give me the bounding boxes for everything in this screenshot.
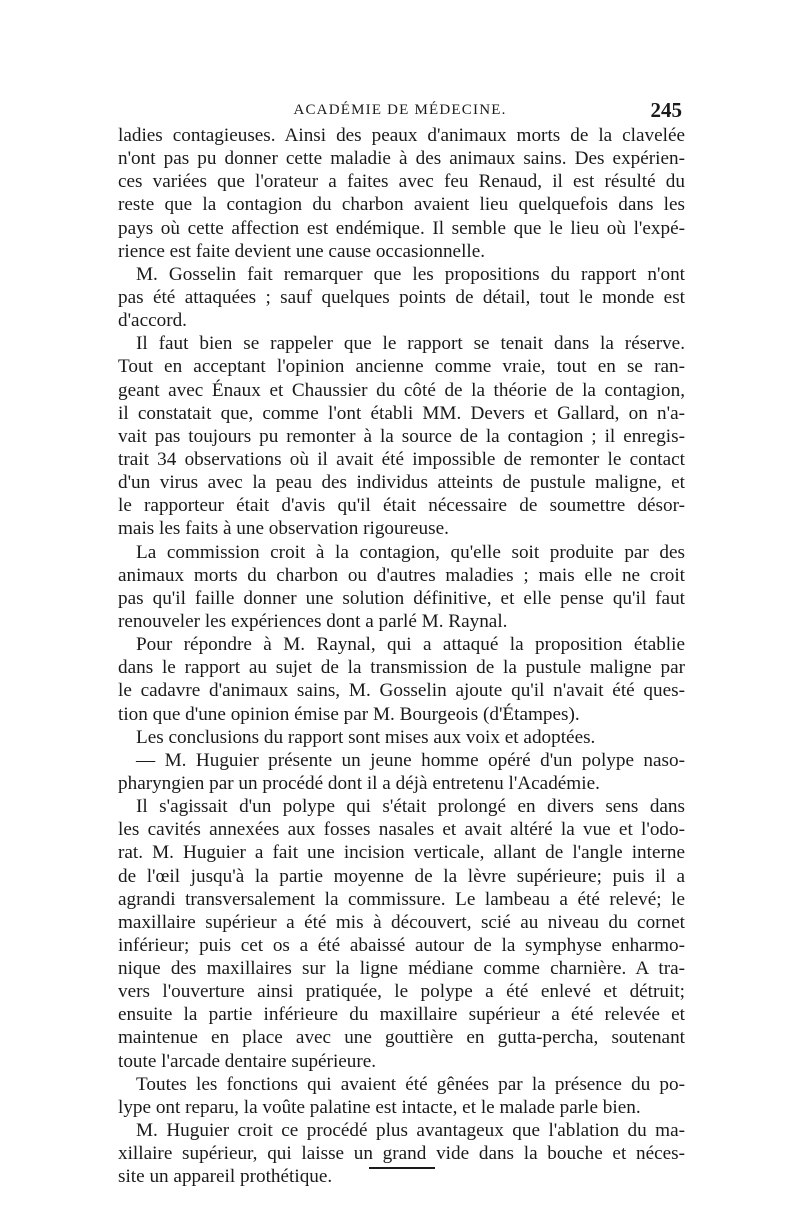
text-line: xillaire supérieur, qui laisse un grand vide dans la bouche et néces- bbox=[118, 1143, 685, 1165]
text-line: ladies contagieuses. Ainsi des peaux d'animaux morts de la clavelée bbox=[118, 125, 685, 146]
text-line: La commission croit à la contagion, qu'elle soit produite par des bbox=[136, 541, 685, 563]
text-line: les cavités annexées aux fosses nasales et avait altéré la vue et l'odo- bbox=[118, 819, 685, 841]
text-line: Toutes les fonctions qui avaient été gênées par la présence du po- bbox=[136, 1073, 685, 1095]
body-text bbox=[118, 124, 685, 1188]
text-line: trait 34 observations où il avait été impossible de remonter le contact bbox=[118, 448, 685, 470]
text-line: geant avec Énaux et Chaussier du côté de la théorie de la contagion, bbox=[118, 379, 685, 401]
text-line: pays où cette affection est endémique. Il semble que le lieu où l'expé- bbox=[118, 217, 685, 239]
text-line: pas été attaquées ; sauf quelques points de détail, tout le monde est bbox=[118, 286, 685, 308]
text-line: — M. Huguier présente un jeune homme opéré d'un polype naso- bbox=[136, 749, 685, 771]
text-line: M. Gosselin fait remarquer que les propositions du rapport n'ont bbox=[136, 263, 685, 285]
text-line: d'un virus avec la peau des individus atteints de pustule maligne, et bbox=[118, 472, 685, 494]
text-line: le rapporteur était d'avis qu'il était nécessaire de soumettre désor- bbox=[118, 495, 685, 517]
text-line: agrandi transversalement la commissure. Le lambeau a été relevé; le bbox=[118, 888, 685, 910]
text-line: inférieur; puis cet os a été abaissé autour de la symphyse enharmo- bbox=[118, 934, 685, 956]
end-rule bbox=[369, 1167, 435, 1169]
text-line: maintenue en place avec une gouttière en gutta-percha, soutenant bbox=[118, 1027, 685, 1049]
text-line: renouveler les expériences dont a parlé M. Raynal. bbox=[118, 610, 508, 632]
text-line: de l'œil jusqu'à la partie moyenne de la lèvre supérieure; puis il a bbox=[118, 865, 685, 887]
text-line: pas qu'il faille donner une solution définitive, et elle pense qu'il faut bbox=[118, 587, 685, 609]
running-title: ACADÉMIE DE MÉDECINE. bbox=[293, 102, 507, 118]
text-line: le cadavre d'animaux sains, M. Gosselin ajoute qu'il n'avait été ques- bbox=[118, 680, 685, 702]
text-line: site un appareil prothétique. bbox=[118, 1166, 333, 1188]
text-line: vait pas toujours pu remonter à la source de la contagion ; il enregis- bbox=[118, 425, 685, 447]
text-line: Il faut bien se rappeler que le rapport se tenait dans la réserve. bbox=[136, 333, 685, 355]
text-line: maxillaire supérieur a été mis à découvert, scié au niveau du cornet bbox=[118, 911, 685, 933]
text-line: ces variées que l'orateur a faites avec feu Renaud, il est résulté du bbox=[118, 171, 685, 193]
text-line: reste que la contagion du charbon avaient lieu quelquefois dans les bbox=[118, 194, 685, 216]
text-line: rience est faite devient une cause occasionnelle. bbox=[118, 240, 486, 262]
text-line: pharyngien par un procédé dont il a déjà entretenu l'Académie. bbox=[118, 772, 600, 794]
text-line: tion que d'une opinion émise par M. Bourgeois (d'Étampes). bbox=[118, 703, 580, 725]
text-line: Tout en acceptant l'opinion ancienne comme vraie, tout en se ran- bbox=[118, 356, 685, 378]
text-line: Pour répondre à M. Raynal, qui a attaqué la proposition établie bbox=[136, 634, 685, 656]
text-line: mais les faits à une observation rigoureuse. bbox=[118, 518, 449, 540]
text-line: il constatait que, comme l'ont établi MM. Devers et Gallard, on n'a- bbox=[118, 402, 685, 424]
text-line: lype ont reparu, la voûte palatine est intacte, et le malade parle bien. bbox=[118, 1096, 641, 1118]
text-line: M. Huguier croit ce procédé plus avantageux que l'ablation du ma- bbox=[136, 1120, 685, 1142]
text-line: n'ont pas pu donner cette maladie à des animaux sains. Des expérien- bbox=[118, 148, 685, 170]
text-line: vers l'ouverture ainsi pratiquée, le polype a été enlevé et détruit; bbox=[118, 981, 685, 1003]
text-line: ensuite la partie inférieure du maxillaire supérieur a été relevée et bbox=[118, 1004, 685, 1026]
page-header bbox=[118, 98, 682, 124]
page-number: 245 bbox=[650, 98, 682, 122]
text-line: Il s'agissait d'un polype qui s'était prolongé en divers sens dans bbox=[136, 796, 685, 818]
text-line: rat. M. Huguier a fait une incision verticale, allant de l'angle interne bbox=[118, 842, 685, 864]
text-line: dans le rapport au sujet de la transmission de la pustule maligne par bbox=[118, 657, 685, 679]
text-line: Les conclusions du rapport sont mises aux voix et adoptées. bbox=[136, 726, 596, 748]
text-line: nique des maxillaires sur la ligne médiane comme charnière. A tra- bbox=[118, 958, 685, 980]
text-line: d'accord. bbox=[118, 310, 187, 332]
text-line: animaux morts du charbon ou d'autres maladies ; mais elle ne croit bbox=[118, 564, 685, 586]
text-line: toute l'arcade dentaire supérieure. bbox=[118, 1050, 377, 1072]
